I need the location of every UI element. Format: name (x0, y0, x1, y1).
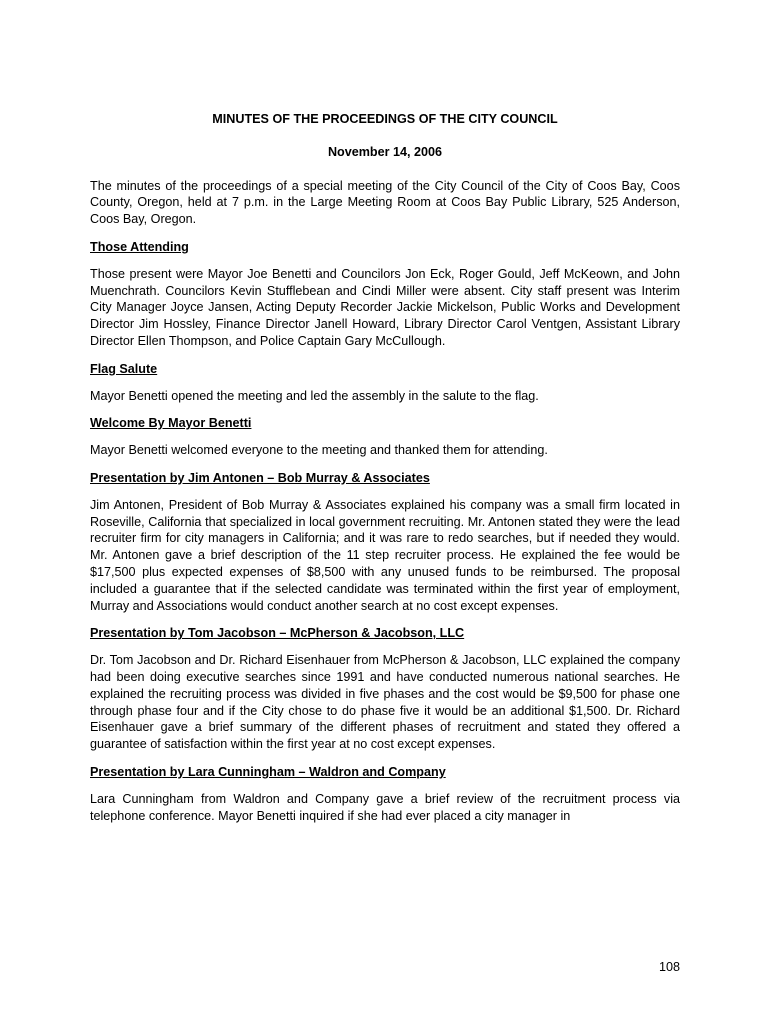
section-body: Those present were Mayor Joe Benetti and Councilors Jon Eck, Roger Gould, Jeff McKeown, and John Muenchrath. Councilors Kevin Stufflebean and Cindi Miller were absent. City staff present was Interim City Manager Joyce Jansen, Acting Deputy Recorder Jackie Mickelson, Public Works and Development Director Jim Hossley, Finance Director Janell Howard, Library Director Carol Ventgen, Assistant Library Director Ellen Thompson, and Police Captain Gary McCullough. (90, 266, 680, 348)
section-presentation-antonen (90, 470, 680, 614)
section-heading: Welcome By Mayor Benetti (90, 416, 252, 431)
section-presentation-cunningham (90, 764, 680, 824)
section-body: Mayor Benetti opened the meeting and led the assembly in the salute to the flag. (90, 388, 539, 403)
intro-paragraph: The minutes of the proceedings of a special meeting of the City Council of the City of Coos Bay, Coos County, Oregon, held at 7 p.m. in the Large Meeting Room at Coos Bay Public Library, 525 Anderson, Coos Bay, Oregon. (90, 178, 680, 227)
section-heading: Those Attending (90, 239, 189, 254)
page-number: 108 (658, 960, 680, 974)
section-heading: Presentation by Jim Antonen – Bob Murray & Associates (90, 470, 430, 485)
section-welcome (90, 415, 680, 459)
section-those-attending (90, 239, 680, 350)
section-body: Mayor Benetti welcomed everyone to the meeting and thanked them for attending. (90, 443, 548, 458)
document-page (90, 111, 680, 835)
section-body: Dr. Tom Jacobson and Dr. Richard Eisenhauer from McPherson & Jacobson, LLC explained the company had been doing executive searches since 1991 and have conducted numerous national searches. He explained the recruiting process was divided in five phases and the cost would be $9,500 for phase one through phase four and if the City chose to do phase five it would be an additional $1,500. Dr. Richard Eisenhauer gave a brief summary of the different phases of recruitment and stated they offered a guarantee of satisfaction within the first year at no cost except expenses. (90, 653, 680, 752)
section-heading: Presentation by Tom Jacobson – McPherson & Jacobson, LLC (90, 626, 465, 641)
meeting-date: November 14, 2006 (327, 144, 443, 159)
section-heading: Flag Salute (90, 361, 158, 376)
section-heading: Presentation by Lara Cunningham – Waldron and Company (90, 764, 446, 779)
section-body: Lara Cunningham from Waldron and Company gave a brief review of the recruitment process via telephone conference. Mayor Benetti inquired if she had ever placed a city manager in (90, 791, 680, 823)
document-title: MINUTES OF THE PROCEEDINGS OF THE CITY COUNCIL (212, 112, 558, 126)
section-body: Jim Antonen, President of Bob Murray & Associates explained his company was a small firm located in Roseville, California that specialized in local government recruiting. Mr. Antonen stated they were the lead recruiter firm for city managers in California; and it was rare to redo searches, but if needed they would. Mr. Antonen gave a brief description of the 11 step recruiter process. He explained the fee would be $17,500 plus expected expenses of $8,500 with any unused funds to be reimbursed. The proposal included a guarantee that if the selected candidate was terminated within the first year of employment, Murray and Associations would conduct another search at no cost except expenses. (90, 497, 680, 613)
section-flag-salute (90, 361, 680, 405)
section-presentation-jacobson (90, 625, 680, 753)
